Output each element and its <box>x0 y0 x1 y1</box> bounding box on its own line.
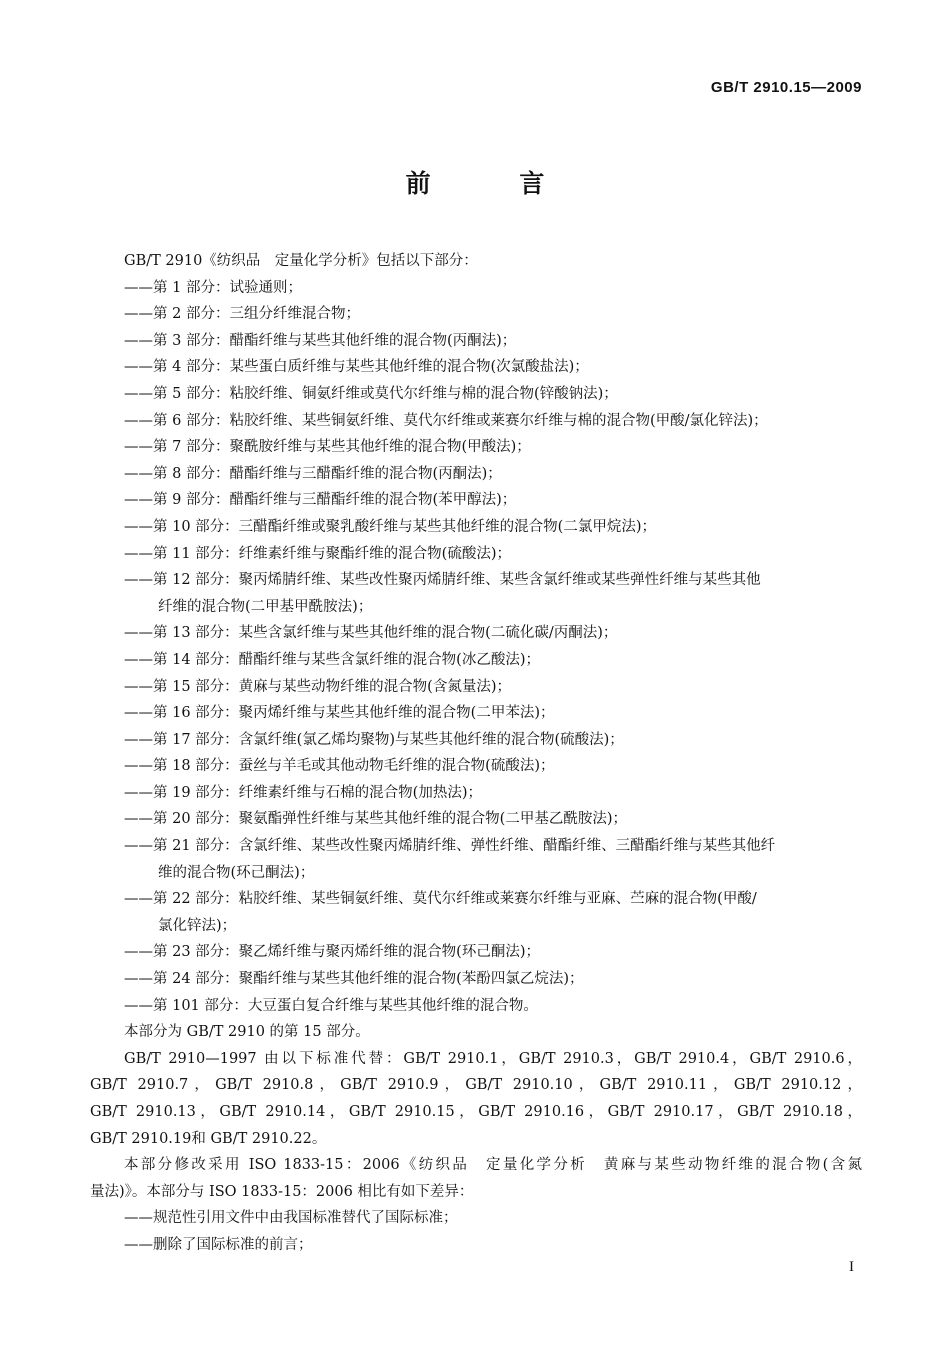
part-item: ——第 15 部分：黄麻与某些动物纤维的混合物(含氮量法)； <box>124 678 511 695</box>
part-item: ——第 3 部分：醋酯纤维与某些其他纤维的混合物(丙酮法)； <box>124 332 517 349</box>
replace-line: GB/T 2910.19和 GB/T 2910.22。 <box>90 1130 327 1147</box>
adopt-line: 本部分修改采用 ISO 1833-15：2006《纺织品 定量化学分析 黄麻与某些动物纤维的混合物(含氮 <box>124 1157 862 1174</box>
part-item: ——第 4 部分：某些蛋白质纤维与某些其他纤维的混合物(次氯酸盐法)； <box>124 359 589 376</box>
part-item: ——第 17 部分：含氯纤维(氯乙烯均聚物)与某些其他纤维的混合物(硫酸法)； <box>124 731 624 748</box>
part-item: ——第 7 部分：聚酰胺纤维与某些其他纤维的混合物(甲酸法)； <box>124 439 531 456</box>
part-item-continuation: 氯化锌法)； <box>158 917 237 934</box>
part-item: ——第 11 部分：纤维素纤维与聚酯纤维的混合物(硫酸法)； <box>124 545 511 562</box>
page-number: I <box>849 1259 854 1275</box>
part-item: ——第 1 部分：试验通则； <box>124 279 302 296</box>
part-item: ——第 2 部分：三组分纤维混合物； <box>124 306 360 323</box>
part-item: ——第 6 部分：粘胶纤维、某些铜氨纤维、莫代尔纤维或莱赛尔纤维与棉的混合物(甲酸/氯化锌法)； <box>124 412 768 429</box>
part-item: ——第 16 部分：聚丙烯纤维与某些其他纤维的混合物(二甲苯法)； <box>124 705 555 722</box>
part-item: ——第 24 部分：聚酯纤维与某些其他纤维的混合物(苯酚四氯乙烷法)； <box>124 971 584 988</box>
part-item: ——第 5 部分：粘胶纤维、铜氨纤维或莫代尔纤维与棉的混合物(锌酸钠法)； <box>124 385 618 402</box>
replace-line: GB/T 2910.7，GB/T 2910.8，GB/T 2910.9，GB/T 2910.10，GB/T 2910.11，GB/T 2910.12， <box>90 1077 862 1094</box>
part-note-paragraph: 本部分为 GB/T 2910 的第 15 部分。 <box>124 1024 370 1041</box>
part-item-continuation: 纤维的混合物(二甲基甲酰胺法)； <box>158 598 373 615</box>
part-item: ——第 10 部分：三醋酯纤维或聚乳酸纤维与某些其他纤维的混合物(二氯甲烷法)； <box>124 518 656 535</box>
part-item: ——第 23 部分：聚乙烯纤维与聚丙烯纤维的混合物(环己酮法)； <box>124 944 540 961</box>
adopt-line: 量法)》。本部分与 ISO 1833-15：2006 相比有如下差异： <box>90 1183 474 1200</box>
part-item-continuation: 维的混合物(环己酮法)； <box>158 864 315 881</box>
difference-item: ——删除了国际标准的前言； <box>124 1236 313 1253</box>
intro-paragraph: GB/T 2910《纺织品 定量化学分析》包括以下部分： <box>124 253 478 269</box>
part-item: ——第 20 部分：聚氨酯弹性纤维与某些其他纤维的混合物(二甲基乙酰胺法)； <box>124 811 627 828</box>
replace-line: GB/T 2910—1997 由以下标准代替：GB/T 2910.1，GB/T 2910.3，GB/T 2910.4，GB/T 2910.6， <box>124 1050 862 1067</box>
part-item: ——第 21 部分：含氯纤维、某些改性聚丙烯腈纤维、弹性纤维、醋酯纤维、三醋酯纤维与某些其他纤 <box>124 838 776 855</box>
part-item: ——第 14 部分：醋酯纤维与某些含氯纤维的混合物(冰乙酸法)； <box>124 651 540 668</box>
foreword-body <box>90 248 862 1259</box>
part-item: ——第 8 部分：醋酯纤维与三醋酯纤维的混合物(丙酮法)； <box>124 465 502 482</box>
difference-item: ——规范性引用文件中由我国标准替代了国际标准； <box>124 1210 458 1227</box>
page-title: 前 言 <box>405 169 585 198</box>
part-item: ——第 12 部分：聚丙烯腈纤维、某些改性聚丙烯腈纤维、某些含氯纤维或某些弹性纤维与某些其他 <box>124 572 761 589</box>
standard-number: GB/T 2910.15—2009 <box>710 79 862 96</box>
part-item: ——第 19 部分：纤维素纤维与石棉的混合物(加热法)； <box>124 784 482 801</box>
part-item: ——第 18 部分：蚕丝与羊毛或其他动物毛纤维的混合物(硫酸法)； <box>124 758 555 775</box>
part-item: ——第 9 部分：醋酯纤维与三醋酯纤维的混合物(苯甲醇法)； <box>124 492 517 509</box>
part-item: ——第 13 部分：某些含氯纤维与某些其他纤维的混合物(二硫化碳/丙酮法)； <box>124 625 618 642</box>
part-item: ——第 22 部分：粘胶纤维、某些铜氨纤维、莫代尔纤维或莱赛尔纤维与亚麻、苎麻的混合物(甲酸/ <box>124 891 757 908</box>
part-item: ——第 101 部分：大豆蛋白复合纤维与某些其他纤维的混合物。 <box>124 997 538 1014</box>
replace-line: GB/T 2910.13，GB/T 2910.14，GB/T 2910.15，GB/T 2910.16，GB/T 2910.17，GB/T 2910.18， <box>90 1104 862 1120</box>
